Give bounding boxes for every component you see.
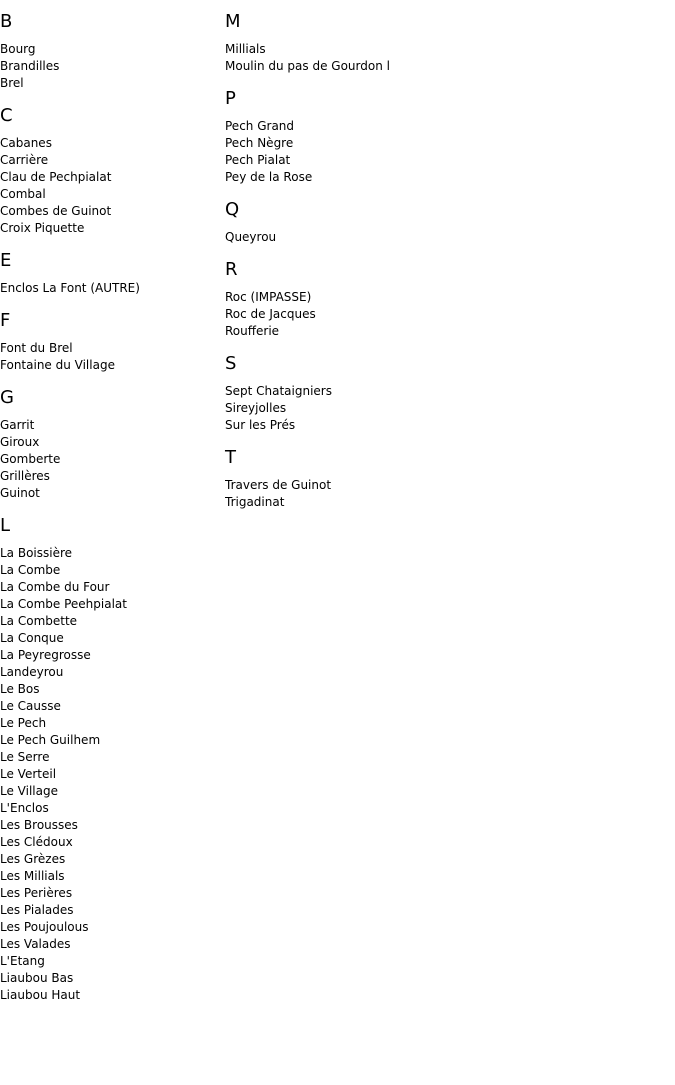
list-item: Les Clédoux [0, 835, 73, 849]
list-item: Grillères [0, 469, 50, 483]
entry-list [225, 229, 665, 246]
street-index-column-2 [225, 0, 665, 511]
list-item: Combal [0, 187, 46, 201]
list-item: L'Etang [0, 954, 45, 968]
list-item: Millials [225, 42, 266, 56]
entry-list [0, 135, 220, 237]
list-item: Le Bos [0, 682, 40, 696]
letter-heading: M [225, 11, 241, 32]
list-item: La Conque [0, 631, 64, 645]
letter-heading: F [0, 310, 11, 331]
list-item: Brel [0, 76, 24, 90]
list-item: Les Poujoulous [0, 920, 89, 934]
list-item: Les Valades [0, 937, 71, 951]
list-item: Enclos La Font (AUTRE) [0, 281, 140, 295]
street-index-column-1 [0, 0, 220, 1004]
letter-group-s [225, 353, 665, 434]
letter-group-e [0, 250, 220, 297]
letter-heading: R [225, 259, 238, 280]
letter-heading: L [0, 515, 11, 536]
list-item: La Boissière [0, 546, 73, 560]
list-item: Pey de la Rose [225, 170, 313, 184]
list-item: Le Serre [0, 750, 50, 764]
entry-list [225, 118, 665, 186]
entry-list [0, 280, 220, 297]
list-item: Guinot [0, 486, 40, 500]
letter-group-l [0, 515, 220, 1004]
letter-heading: P [225, 88, 236, 109]
letter-group-f [0, 310, 220, 374]
list-item: Le Village [0, 784, 58, 798]
list-item: Pech Nègre [225, 136, 294, 150]
entry-list [225, 41, 665, 75]
entry-list [0, 41, 220, 92]
list-item: La Combe du Four [0, 580, 110, 594]
list-item: Bourg [0, 42, 36, 56]
list-item: Sireyjolles [225, 401, 287, 415]
list-item: Trigadinat [225, 495, 285, 509]
list-item: Combes de Guinot [0, 204, 112, 218]
letter-heading: C [0, 105, 13, 126]
list-item: La Combe [0, 563, 61, 577]
list-item: Moulin du pas de Gourdon l [225, 59, 390, 73]
entry-list [225, 477, 665, 511]
list-item: La Combette [0, 614, 78, 628]
list-item: Giroux [0, 435, 40, 449]
entry-list [225, 289, 665, 340]
list-item: Gomberte [0, 452, 61, 466]
list-item: La Peyregrosse [0, 648, 91, 662]
list-item: Les Pialades [0, 903, 74, 917]
list-item: Liaubou Haut [0, 988, 81, 1002]
list-item: Sept Chataigniers [225, 384, 332, 398]
list-item: Brandilles [0, 59, 60, 73]
list-item: Sur les Prés [225, 418, 296, 432]
entry-list [0, 417, 220, 502]
letter-group-p [225, 88, 665, 186]
list-item: Les Grèzes [0, 852, 66, 866]
letter-group-r [225, 259, 665, 340]
letter-group-t [225, 447, 665, 511]
list-item: Landeyrou [0, 665, 64, 679]
entry-list [225, 383, 665, 434]
letter-heading: E [0, 250, 12, 271]
list-item: La Combe Peehpialat [0, 597, 127, 611]
list-item: Cabanes [0, 136, 52, 150]
list-item: Le Pech Guilhem [0, 733, 101, 747]
list-item: Travers de Guinot [225, 478, 332, 492]
list-item: Clau de Pechpialat [0, 170, 112, 184]
list-item: Queyrou [225, 230, 277, 244]
list-item: Roufferie [225, 324, 280, 338]
list-item: Pech Pialat [225, 153, 291, 167]
list-item: Roc de Jacques [225, 307, 316, 321]
letter-heading: G [0, 387, 14, 408]
letter-heading: Q [225, 199, 240, 220]
letter-group-q [225, 199, 665, 246]
list-item: Carrière [0, 153, 49, 167]
letter-heading: S [225, 353, 237, 374]
list-item: Le Pech [0, 716, 47, 730]
list-item: Fontaine du Village [0, 358, 115, 372]
list-item: L'Enclos [0, 801, 49, 815]
list-item: Pech Grand [225, 119, 295, 133]
list-item: Les Perières [0, 886, 73, 900]
letter-group-c [0, 105, 220, 237]
list-item: Font du Brel [0, 341, 73, 355]
list-item: Les Millials [0, 869, 65, 883]
list-item: Liaubou Bas [0, 971, 74, 985]
list-item: Garrit [0, 418, 35, 432]
letter-heading: B [0, 11, 13, 32]
letter-group-m [225, 11, 665, 75]
list-item: Le Verteil [0, 767, 57, 781]
entry-list [0, 545, 220, 1004]
list-item: Roc (IMPASSE) [225, 290, 312, 304]
list-item: Croix Piquette [0, 221, 85, 235]
entry-list [0, 340, 220, 374]
letter-heading: T [225, 447, 236, 468]
list-item: Les Brousses [0, 818, 78, 832]
letter-group-g [0, 387, 220, 502]
list-item: Le Causse [0, 699, 61, 713]
letter-group-b [0, 11, 220, 92]
